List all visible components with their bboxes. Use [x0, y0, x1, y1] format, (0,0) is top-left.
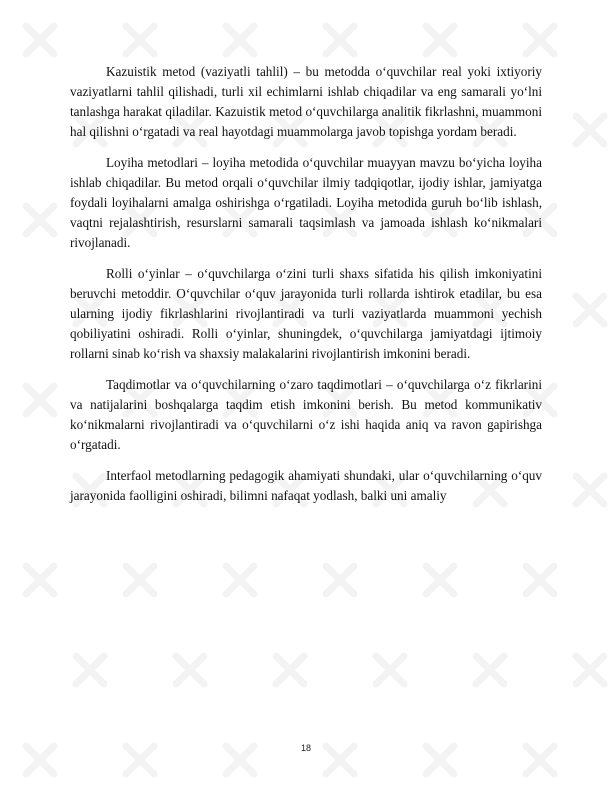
- watermark-x-mark: [226, 566, 254, 594]
- document-body: [70, 62, 542, 517]
- watermark-x-mark: [576, 476, 604, 504]
- paragraph-loyiha-metodlari: Loyiha metodlari – loyiha metodida o‘quvchilar muayyan mavzu bo‘yicha loyiha ishlab chiqadilar. Bu metod orqali o‘quvchilar ilmiy tadqiqotlar, ijodiy ishlar, jamiyatga foydali loyihalarni amalga oshirishga o‘rgatiladi. Loyiha metodida guruh bo‘lib ishlash, vaqtni rejalashtirish, resurslarni samarali taqsimlash va jamoada ishlash ko‘nikmalari rivojlanadi.: [70, 155, 542, 250]
- watermark-x-mark: [326, 26, 354, 54]
- watermark-x-mark: [326, 566, 354, 594]
- paragraph-kazuistik-metod: Kazuistik metod (vaziyatli tahlil) – bu metodda o‘quvchilar real yoki ixtiyoriy vaziyatlarni tahlil qilishadi, turli xil echimlarni ishlab chiqadilar va eng samarali yo‘lni tanlashga harakat qiladilar. Kazuistik metod o‘quvchilarga analitik fikrlashni, muammoni hal qilishni o‘rgatadi va real hayotdagi muammolarga javob topishga yordam beradi.: [70, 64, 542, 139]
- watermark-x-mark: [576, 296, 604, 324]
- watermark-x-mark: [526, 566, 554, 594]
- watermark-x-mark: [126, 26, 154, 54]
- watermark-x-mark: [176, 656, 204, 684]
- watermark-x-mark: [26, 386, 54, 414]
- watermark-x-mark: [426, 566, 454, 594]
- watermark-x-mark: [126, 566, 154, 594]
- watermark-x-mark: [426, 26, 454, 54]
- watermark-x-mark: [76, 656, 104, 684]
- watermark-x-mark: [276, 656, 304, 684]
- watermark-x-mark: [226, 26, 254, 54]
- watermark-x-mark: [576, 656, 604, 684]
- watermark-x-mark: [376, 656, 404, 684]
- watermark-x-mark: [526, 26, 554, 54]
- page-number: 18: [300, 743, 311, 753]
- watermark-x-mark: [26, 206, 54, 234]
- paragraph-rolli-oyinlar: Rolli o‘yinlar – o‘quvchilarga o‘zini turli shaxs sifatida his qilish imkoniyatini beruvchi metoddir. O‘quvchilar o‘quv jarayonida turli rollarda ishtirok etadilar, bu esa ularning ijodiy fikrlashlarini rivojlantiradi va turli vaziyatlarda muammoni yechish qobiliyatini oshiradi. Rolli o‘yinlar, shuningdek, o‘quvchilarga jamiyatdagi ijtimoiy rollarni sinab ko‘rish va shaxsiy malakalarini rivojlantirish imkonini beradi.: [70, 266, 542, 361]
- watermark-x-mark: [476, 656, 504, 684]
- watermark-x-mark: [26, 566, 54, 594]
- watermark-x-mark: [576, 116, 604, 144]
- paragraph-taqdimotlar: Taqdimotlar va o‘quvchilarning o‘zaro taqdimotlari – o‘quvchilarga o‘z fikrlarini va natijalarini boshqalarga taqdim etish imkonini berish. Bu metod kommunikativ ko‘nikmalarni rivojlantiradi va o‘quvchilarni o‘z ishi haqida aniq va ravon gapirishga o‘rgatadi.: [70, 377, 542, 452]
- watermark-x-mark: [26, 26, 54, 54]
- paragraph-interfaol-metodlar: Interfaol metodlarning pedagogik ahamiyati shundaki, ular o‘quvchilarning o‘quv jarayonida faolligini oshiradi, bilimni nafaqat yodlash, balki uni amaliy: [70, 468, 542, 503]
